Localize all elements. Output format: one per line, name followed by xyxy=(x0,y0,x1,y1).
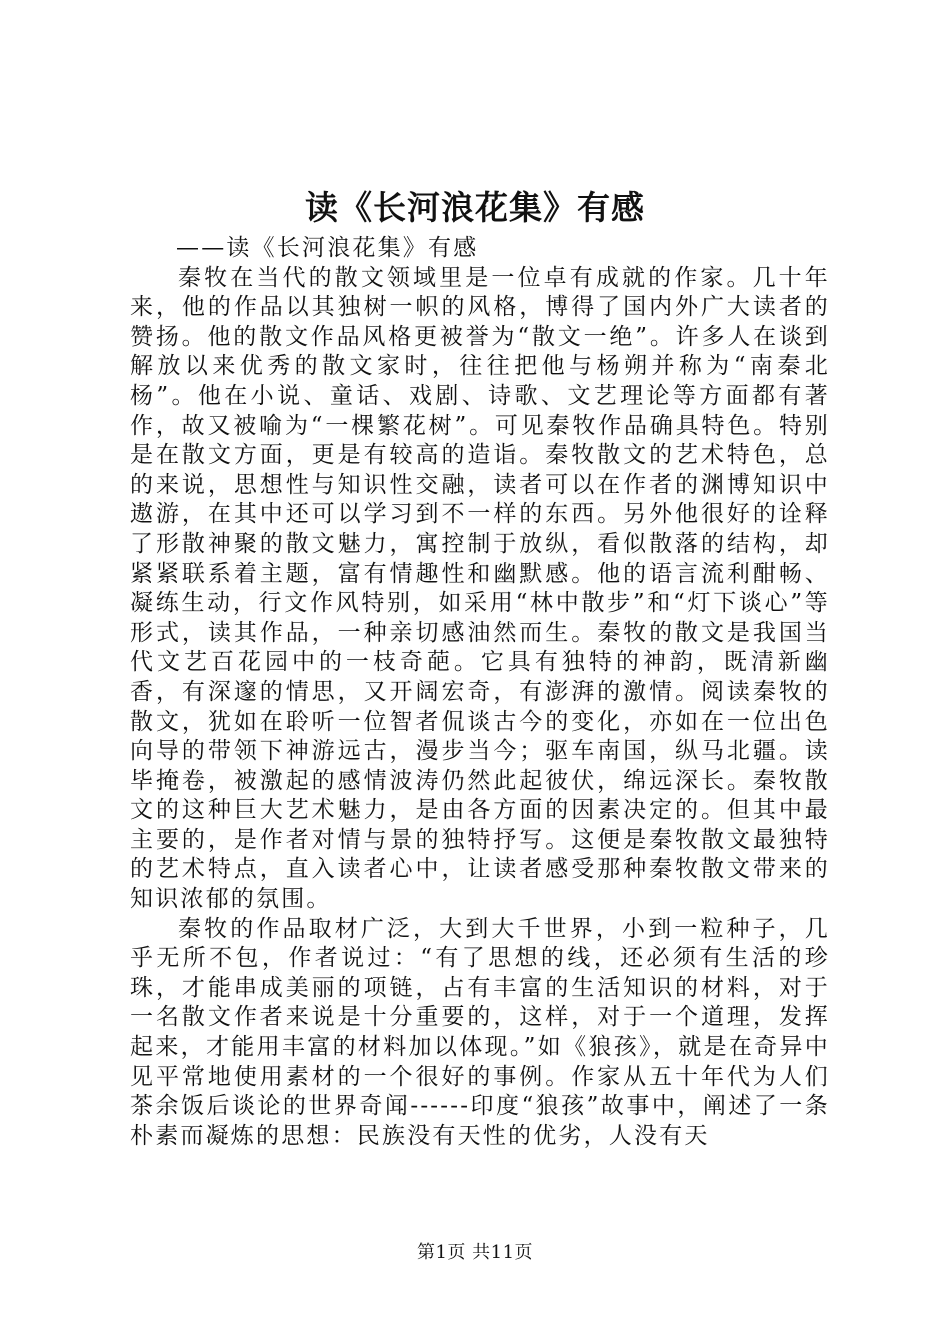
document-title: 读《长河浪花集》有感 xyxy=(305,188,645,227)
page-footer: 第1页 共11页 xyxy=(416,1242,534,1263)
body-paragraph: 秦牧的作品取材广泛，大到大千世界，小到一粒种子，几乎无所不包，作者说过：“有了思想的线，还必须有生活的珍珠，才能串成美丽的项链，占有丰富的生活知识的材料，对于一名散文作者来说是十分重要的，这样，对于一个道理，发挥起来，才能用丰富的材料加以体现。”如《狼孩》，就是在奇异中见平常地使用素材的一个很好的事例。作家从五十年代为人们茶余饭后谈论的世界奇闻------印度“狼孩”故事中，阐述了一条朴素而凝炼的思想：民族没有天性的优劣，人没有天 xyxy=(130,915,830,1149)
document-body xyxy=(130,234,830,1151)
body-paragraph: 秦牧在当代的散文领域里是一位卓有成就的作家。几十年来，他的作品以其独树一帜的风格，博得了国内外广大读者的赞扬。他的散文作品风格更被誉为“散文一绝”。许多人在谈到解放以来优秀的散文家时，往往把他与杨朔并称为“南秦北杨”。他在小说、童话、戏剧、诗歌、文艺理论等方面都有著作，故又被喻为“一棵繁花树”。可见秦牧作品确具特色。特别是在散文方面，更是有较高的造诣。秦牧散文的艺术特色，总的来说，思想性与知识性交融，读者可以在作者的渊博知识中遨游，在其中还可以学习到不一样的东西。另外他很好的诠释了形散神聚的散文魅力，寓控制于放纵，看似散落的结构，却紧紧联系着主题，富有情趣性和幽默感。他的语言流利酣畅、凝练生动，行文作风特别，如采用“林中散步”和“灯下谈心”等形式，读其作品，一种亲切感油然而生。秦牧的散文是我国当代文艺百花园中的一枝奇葩。它具有独特的神韵，既清新幽香，有深邃的情思，又开阔宏奇，有澎湃的激情。阅读秦牧的散文，犹如在聆听一位智者侃谈古今的变化，亦如在一位出色向导的带领下神游远古，漫步当今；驱车南国，纵马北疆。读毕掩卷，被激起的感情波涛仍然此起彼伏，绵远深长。秦牧散文的这种巨大艺术魅力，是由各方面的因素决定的。但其中最主要的，是作者对情与景的独特抒写。这便是秦牧散文最独特的艺术特点，直入读者心中，让读者感受那种秦牧散文带来的知识浓郁的氛围。 xyxy=(130,264,830,913)
document-subtitle: ——读《长河浪花集》有感 xyxy=(176,235,479,261)
